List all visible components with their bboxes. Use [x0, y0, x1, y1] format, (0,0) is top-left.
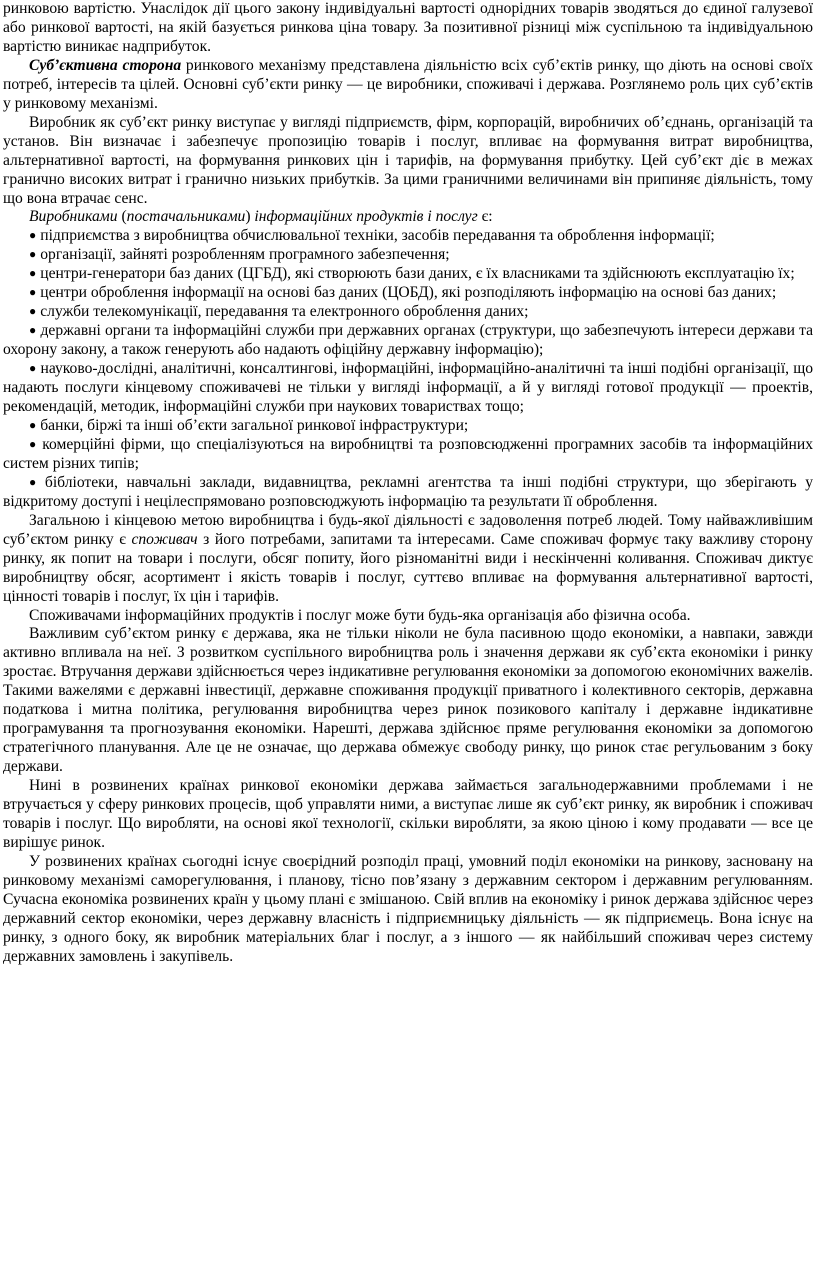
bullet-icon: ● [29, 285, 37, 300]
bullet-icon: ● [29, 228, 37, 243]
list-item: ● служби телекомунікації, передавання та електронного оброблення даних; [29, 303, 529, 321]
term-consumer: споживач [131, 530, 198, 548]
paragraph-state: Важливим суб’єктом ринку є держава, яка не тільки ніколи не була пасивною щодо економіки, а навпаки, завжди активно впливала на неї. З розвитком суспільного виробництва роль і значення держави як суб’єкта економіки і ринку зростає. Втручання держави здійснюється через індикативне регулювання економіки за допомогою економічних важелів. Такими важелями є державні інвестиції, державне споживання продукції приватного і колективного секторів, державна податкова і митна політика, регулювання виробництва через ринок позикового капіталу і державне індикативне програмування та прогнозування економіки. Нарешті, держава здійснює пряме регулювання економіки за допомогою стратегічного планування. Але це не означає, що держава обмежує свободу ринку, що ринок стає регульованим з боку держави. [3, 625, 813, 776]
bullet-icon: ● [29, 304, 37, 319]
term-subjective-side: Суб’єктивна сторона [29, 56, 182, 74]
paragraph-mixed-economy: У розвинених країнах сьогодні існує своєрідний розподіл праці, умовний поділ економіки на ринкову, засновану на ринковому механізмі саморегулювання, і планову, тісно пов’язану з державним сектором і державним регулюванням. Сучасна економіка розвинених країн у цьому плані є змішаною. Свій вплив на економіку і ринок держава здійснює через державний сектор економіки, через державну власність і підприємницьку діяльність — як підприємець. Вона існує на ринку, з одного боку, як виробник матеріальних благ і послуг, а з іншого — як найбільший споживач через систему державних замовлень і закупівель. [3, 852, 813, 965]
bullet-icon: ● [29, 266, 37, 281]
bullet-icon: ● [29, 361, 37, 376]
paragraph-info-consumers: Споживачами інформаційних продуктів і послуг може бути будь-яка організація або фізична особа. [29, 606, 691, 624]
paragraph-subjective-side-text: ринкового механізму представлена діяльністю всіх суб’єктів ринку, що діють на основі своїх потреб, інтересів та цілей. Основні суб’єкти ринку — це виробники, споживачі і держава. Розглянемо роль цих суб’єктів у ринковому механізмі. [3, 56, 813, 112]
paragraph-market-value: ринковою вартістю. Унаслідок дії цього закону індивідуальні вартості однорідних товарів зводяться до єдиної галузевої або ринкової вартості, на якій базується ринкова ціна товару. За позитивної різниці між суспільною та індивідуальною вартістю виникає надприбуток. [3, 0, 813, 55]
bullet-icon: ● [29, 417, 37, 432]
list-item: ● центри-генератори баз даних (ЦГБД), які створюють бази даних, є їх власниками та здійснюють експлуатацію їх; [29, 265, 795, 283]
list-item: ● бібліотеки, навчальні заклади, видавництва, рекламні агентства та інші подібні структури, що зберігають у відкритому доступі і нецілеспрямовано розповсюджують інформацію та результати її оброблення. [3, 473, 814, 510]
paragraph-subjective-side [3, 57, 813, 114]
list-item: ● комерційні фірми, що спеціалізуються на виробництві та розповсюдженні програмних засобів та інформаційних систем різних типів; [3, 435, 813, 472]
paragraph-consumer: Загальною і кінцевою метою виробництва і будь-якої діяльності є задоволення потреб людей. Тому найважливішим суб’єктом ринку є споживач з його потребами, запитами та інтересами. Саме споживач формує таку важливу сторону ринку, як попит на товари і послуги, обсяг попиту, його різноманітні види і нескінченні коливання. Споживач диктує виробництву обсяг, асортимент і якість товарів і послуг, суттєво впливає на формування альтернативної вартості, цінності товарів і послуг, їх цін і тарифів. [3, 511, 813, 605]
bullet-icon: ● [29, 247, 37, 262]
list-item: ● банки, біржі та інші об’єкти загальної ринкової інфраструктури; [29, 416, 469, 434]
list-item: ● державні органи та інформаційні служби при державних органах (структури, що забезпечують інтереси держави та охорону закону, а також генерують або надають офіційну державну інформацію); [3, 322, 814, 359]
list-item: ● організації, зайняті розробленням програмного забезпечення; [29, 246, 450, 264]
term-producers: Виробниками [29, 208, 118, 226]
term-suppliers: постачальниками [126, 208, 246, 226]
bullet-icon: ● [29, 323, 37, 338]
list-item: ● підприємства з виробництва обчислювальної техніки, засобів передавання та оброблення інформації; [29, 227, 715, 245]
bullet-icon: ● [29, 474, 41, 489]
paragraph-developed-countries: Нині в розвинених країнах ринкової економіки держава займається загальнодержавними проблемами і не втручається у сферу ринкових процесів, щоб управляти ними, а виступає лише як суб’єкт ринку, як виробник і споживач товарів і послуг. Що виробляти, на основі якої технології, скільки виробляти, за якою ціною і кому продавати — все це вирішує ринок. [3, 777, 813, 851]
paragraph-producer: Виробник як суб’єкт ринку виступає у вигляді підприємств, фірм, корпорацій, виробничих об’єднань, організацій та установ. Він визначає і забезпечує пропозицію товарів і послуг, впливає на формування витрат виробництва, альтернативної вартості, на формування ринкових цін і тарифів, на формування прибутку. Цей суб’єкт діє в межах гранично високих витрат і гранично низьких прибутків. За цими граничними величинами він припиняє діяльність, тому що вона втрачає сенс. [3, 113, 813, 207]
list-item: ● науково-дослідні, аналітичні, консалтингові, інформаційні, інформаційно-аналітичні та інші подібні організації, що надають послуги кінцевому споживачеві не тільки у вигляді інформації, а й у вигляді готової продукції — проектів, рекомендацій, методик, інформаційні служби при наукових товариствах тощо; [3, 360, 813, 416]
bullet-icon: ● [29, 436, 39, 451]
paragraph-producers-intro: Виробниками (постачальниками) інформаційних продуктів і послуг є: [29, 208, 493, 226]
term-info-products: інформаційних продуктів і послуг [254, 208, 478, 226]
list-item: ● центри оброблення інформації на основі баз даних (ЦОБД), які розподіляють інформацію на основі баз даних; [29, 284, 777, 302]
